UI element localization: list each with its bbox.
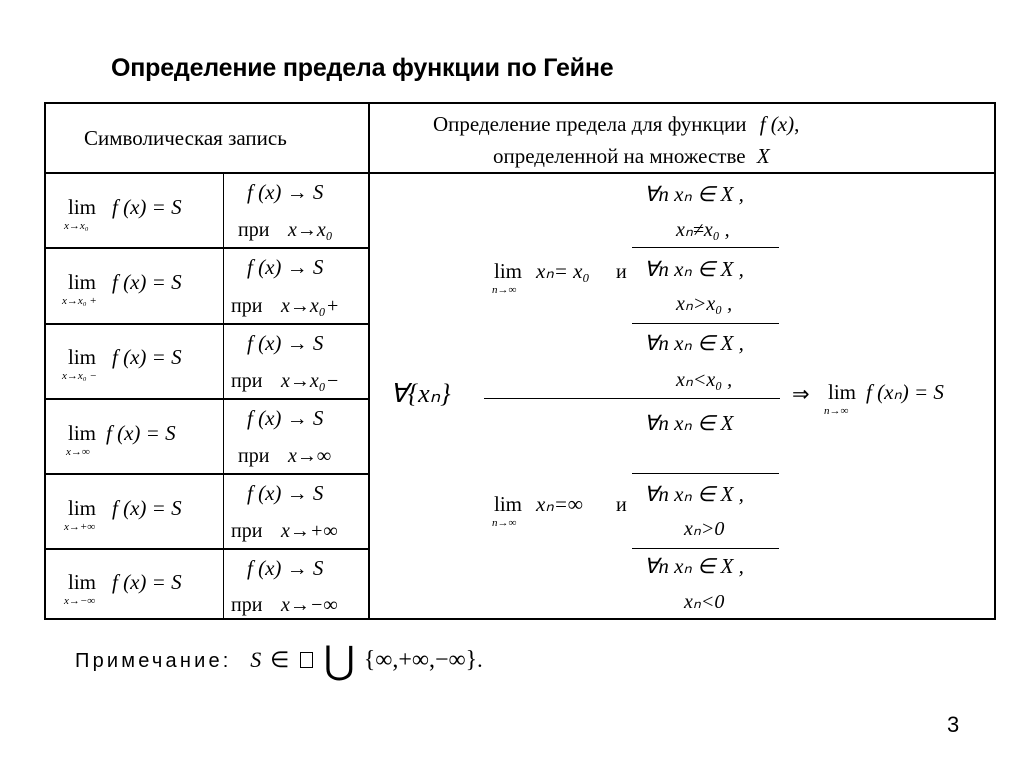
and-word-infinite: и xyxy=(616,494,627,516)
cond-bottom: x→+∞ xyxy=(281,520,338,542)
header-function: f (x) xyxy=(759,112,795,136)
cond-bottom: x→x₀ xyxy=(288,219,333,241)
conclusion-expression: f (xₙ) = S xyxy=(866,380,944,404)
cond-bottom: x→x₀− xyxy=(281,370,340,392)
cond-top: f (x) → S xyxy=(247,481,324,505)
note-period: . xyxy=(477,647,483,672)
cond-restriction: xₙ≠x₀ , xyxy=(676,219,730,241)
lim-word: lim xyxy=(68,496,97,520)
seq-lim-finite-word: lim xyxy=(494,259,523,283)
lim-subscript: x→−∞ xyxy=(64,595,96,607)
lim-word: lim xyxy=(68,195,97,219)
lim-expression: f (x) = S xyxy=(106,421,176,445)
seq-lim-infinite-word: lim xyxy=(494,492,523,516)
cond-restriction: xₙ<0 xyxy=(684,591,725,613)
cond-pri: при xyxy=(238,445,270,467)
seq-lim-infinite-sub: n→∞ xyxy=(492,517,517,529)
cond-pri: при xyxy=(231,295,263,317)
cond-forall: ∀n xₙ ∈ X , xyxy=(644,182,744,206)
header-definition-text: Определение предела для функции xyxy=(433,112,747,136)
forall-sequence: ∀{xₙ} xyxy=(390,379,451,408)
note-in: ∈ xyxy=(270,647,290,672)
note-union: ⋃ xyxy=(323,640,355,682)
cond-pri: при xyxy=(238,219,270,241)
lim-expression: f (x) = S xyxy=(112,195,182,219)
seq-divider xyxy=(484,398,780,399)
col-divider-left xyxy=(223,172,224,620)
lim-expression: f (x) = S xyxy=(112,570,182,594)
header-set-text: определенной на множестве xyxy=(493,144,746,168)
cond-bottom: x→x₀+ xyxy=(281,295,340,317)
cond-top: f (x) → S xyxy=(247,180,324,204)
cond-restriction: xₙ>0 xyxy=(684,518,725,540)
row-divider-4 xyxy=(44,473,369,475)
cond-divider-5 xyxy=(632,548,779,549)
and-word-finite: и xyxy=(616,261,627,283)
row-divider-1 xyxy=(44,247,369,249)
header-comma: , xyxy=(794,112,800,136)
cond-top: f (x) → S xyxy=(247,556,324,580)
cond-top: f (x) → S xyxy=(247,406,324,430)
cond-top: f (x) → S xyxy=(247,331,324,355)
seq-lim-finite-sub: n→∞ xyxy=(492,284,517,296)
note-set: {∞,+∞,−∞} xyxy=(363,647,478,673)
cond-restriction: xₙ<x₀ , xyxy=(676,369,733,391)
header-definition-line2 xyxy=(493,146,770,167)
lim-subscript: x→x₀ xyxy=(64,220,89,232)
seq-lim-infinite-expr: xₙ=∞ xyxy=(536,492,583,516)
header-set-X: X xyxy=(756,144,770,168)
cond-forall: ∀n xₙ ∈ X xyxy=(644,411,734,435)
lim-word: lim xyxy=(68,270,97,294)
cond-forall: ∀n xₙ ∈ X , xyxy=(644,257,744,281)
lim-expression: f (x) = S xyxy=(112,345,182,369)
footnote xyxy=(75,636,483,682)
cond-pri: при xyxy=(231,520,263,542)
cond-forall: ∀n xₙ ∈ X , xyxy=(644,482,744,506)
cond-bottom: x→−∞ xyxy=(281,594,338,616)
cond-divider-4 xyxy=(632,473,779,474)
row-divider-2 xyxy=(44,323,369,325)
conclusion-lim-word: lim xyxy=(828,380,857,404)
page-number: 3 xyxy=(947,712,960,737)
header-definition-line1 xyxy=(433,114,799,135)
cond-bottom: x→∞ xyxy=(288,445,332,467)
lim-expression: f (x) = S xyxy=(112,496,182,520)
note-label: Примечание: xyxy=(75,650,232,672)
cond-pri: при xyxy=(231,370,263,392)
lim-word: lim xyxy=(68,570,97,594)
cond-restriction: xₙ>x₀ , xyxy=(676,293,733,315)
note-S: S xyxy=(250,647,262,672)
row-divider-3 xyxy=(44,398,369,400)
row-divider-5 xyxy=(44,548,369,550)
lim-word: lim xyxy=(68,345,97,369)
lim-subscript: x→x₀ + xyxy=(62,295,97,307)
lim-subscript: x→∞ xyxy=(66,446,90,458)
conclusion-lim-sub: n→∞ xyxy=(824,405,849,417)
definition-table xyxy=(44,102,996,620)
lim-subscript: x→x₀ − xyxy=(62,370,97,382)
conclusion-arrow: ⇒ xyxy=(792,382,810,406)
cond-divider-2 xyxy=(632,323,779,324)
cond-divider-1 xyxy=(632,247,779,248)
slide-title: Определение предела функции по Гейне xyxy=(111,54,614,82)
real-numbers-placeholder-icon xyxy=(300,652,313,668)
header-divider xyxy=(44,172,996,174)
seq-lim-finite-expr: xₙ= x₀ xyxy=(536,259,590,283)
cond-forall: ∀n xₙ ∈ X , xyxy=(644,331,744,355)
cond-forall: ∀n xₙ ∈ X , xyxy=(644,554,744,578)
cond-pri: при xyxy=(231,594,263,616)
col-divider-main xyxy=(368,102,370,620)
cond-top: f (x) → S xyxy=(247,255,324,279)
lim-expression: f (x) = S xyxy=(112,270,182,294)
header-symbolic: Символическая запись xyxy=(84,126,287,150)
lim-word: lim xyxy=(68,421,97,445)
lim-subscript: x→+∞ xyxy=(64,521,96,533)
